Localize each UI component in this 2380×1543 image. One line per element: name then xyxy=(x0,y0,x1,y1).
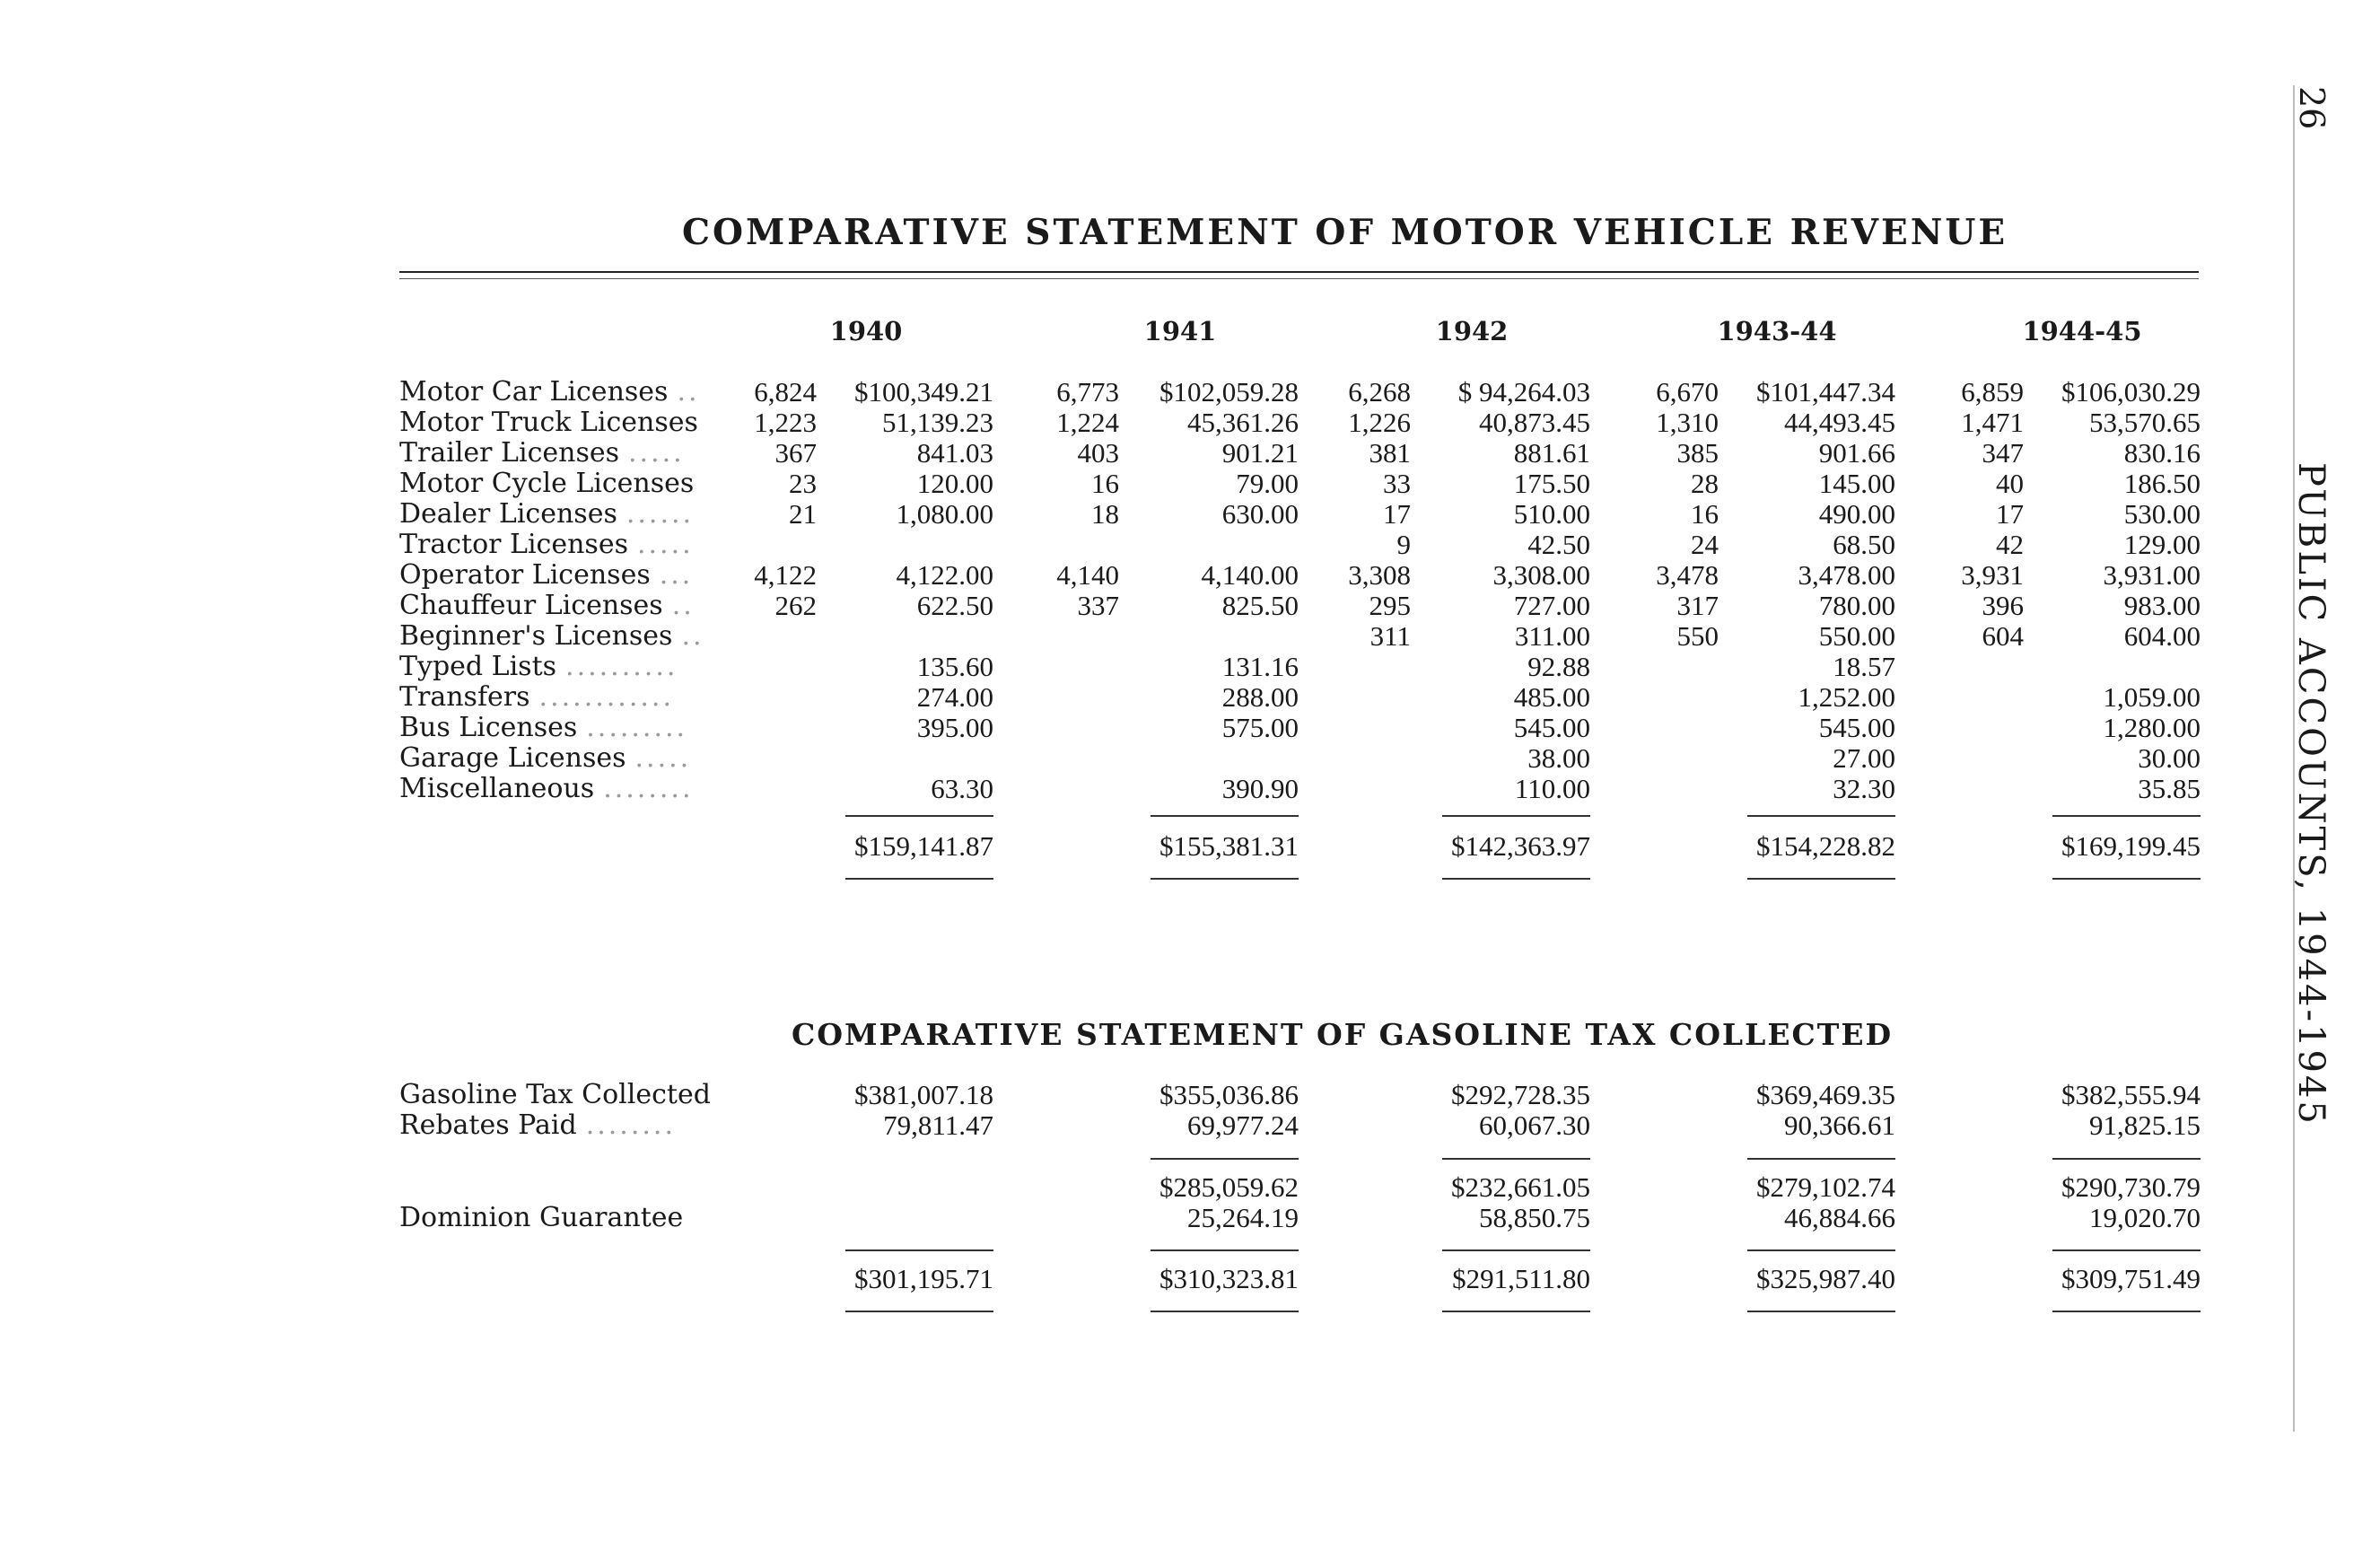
amount-cell: 841.03 xyxy=(916,437,993,469)
amount-cell: 510.00 xyxy=(1513,498,1590,530)
table-row xyxy=(0,1080,2380,1110)
amount-cell: 622.50 xyxy=(916,590,993,621)
total-rule xyxy=(1151,878,1299,880)
count-cell: 385 xyxy=(1676,437,1719,469)
amount-cell: 40,873.45 xyxy=(1479,407,1590,438)
count-cell: 1,310 xyxy=(1656,407,1719,438)
totals-row xyxy=(0,831,2380,862)
amount-cell: 129.00 xyxy=(2123,529,2201,560)
table-row xyxy=(0,591,2380,621)
total-cell: $142,363.97 xyxy=(1451,830,1590,862)
amount-cell: $381,007.18 xyxy=(854,1079,993,1110)
amount-cell: $382,555.94 xyxy=(2061,1079,2201,1110)
amount-cell: 186.50 xyxy=(2123,468,2201,499)
total-cell: $310,323.81 xyxy=(1159,1263,1299,1294)
row-label xyxy=(399,591,695,621)
count-cell: 9 xyxy=(1396,529,1411,560)
subtotal-rule xyxy=(1151,1158,1299,1160)
amount-cell: 53,570.65 xyxy=(2089,407,2201,438)
count-cell: 262 xyxy=(774,590,817,621)
total-rule xyxy=(845,878,993,880)
totals-row xyxy=(0,1264,2380,1294)
year-header-1942: 1942 xyxy=(1435,316,1509,346)
table-row xyxy=(0,408,2380,438)
row-label-text: Motor Car Licenses xyxy=(399,376,669,408)
amount-cell: 46,884.66 xyxy=(1784,1202,1895,1233)
table-row xyxy=(0,713,2380,743)
row-label-text: Gasoline Tax Collected xyxy=(399,1079,711,1110)
amount-cell: 575.00 xyxy=(1221,712,1299,743)
count-cell: 6,670 xyxy=(1656,376,1719,408)
subtotal-rule xyxy=(2052,1249,2201,1251)
row-label-text: Rebates Paid xyxy=(399,1109,577,1141)
row-label xyxy=(399,1080,711,1110)
row-label xyxy=(399,774,694,804)
total-cell: $325,987.40 xyxy=(1756,1263,1895,1294)
row-label-text: Operator Licenses xyxy=(399,559,651,591)
count-cell: 337 xyxy=(1077,590,1119,621)
count-cell: 311 xyxy=(1369,620,1411,652)
amount-cell: 390.90 xyxy=(1221,773,1299,804)
subtotal-rule xyxy=(1747,815,1895,817)
row-label-text: Garage Licenses xyxy=(399,742,626,774)
row-label-text: Chauffeur Licenses xyxy=(399,590,663,621)
amount-cell: 901.66 xyxy=(1818,437,1895,469)
table-row xyxy=(0,621,2380,652)
amount-cell: $101,447.34 xyxy=(1756,376,1895,408)
total-cell: $291,511.80 xyxy=(1452,1263,1590,1294)
count-cell: 3,931 xyxy=(1961,559,2024,591)
net-cell: $279,102.74 xyxy=(1756,1171,1895,1203)
year-header-1943-44: 1943-44 xyxy=(1717,316,1837,346)
total-cell: $155,381.31 xyxy=(1159,830,1299,862)
title-rule-top xyxy=(399,271,2199,273)
amount-cell: 1,280.00 xyxy=(2103,712,2201,743)
year-header-1944-45: 1944-45 xyxy=(2022,316,2142,346)
count-cell: 17 xyxy=(1383,498,1411,530)
amount-cell: 530.00 xyxy=(2123,498,2201,530)
subtotal-rule xyxy=(845,1249,993,1251)
count-cell: 403 xyxy=(1077,437,1119,469)
amount-cell: 983.00 xyxy=(2123,590,2201,621)
amount-cell: 288.00 xyxy=(1221,681,1299,713)
table-row xyxy=(0,530,2380,560)
row-label xyxy=(399,621,704,652)
amount-cell: 485.00 xyxy=(1513,681,1590,713)
table-row xyxy=(0,1110,2380,1141)
total-rule xyxy=(1442,878,1590,880)
amount-cell: 131.16 xyxy=(1221,651,1299,682)
amount-cell: $100,349.21 xyxy=(854,376,993,408)
amount-cell: 274.00 xyxy=(916,681,993,713)
count-cell: 18 xyxy=(1091,498,1119,530)
amount-cell: 830.16 xyxy=(2123,437,2201,469)
amount-cell: 110.00 xyxy=(1514,773,1590,804)
amount-cell: 395.00 xyxy=(916,712,993,743)
amount-cell: 38.00 xyxy=(1527,742,1590,774)
amount-cell: 1,252.00 xyxy=(1798,681,1895,713)
amount-cell: 91,825.15 xyxy=(2089,1109,2201,1141)
row-label xyxy=(399,377,700,408)
amount-cell: 25,264.19 xyxy=(1187,1202,1299,1233)
row-label xyxy=(399,713,687,743)
total-rule xyxy=(1747,1311,1895,1312)
total-cell: $154,228.82 xyxy=(1756,830,1895,862)
amount-cell: 3,478.00 xyxy=(1798,559,1895,591)
table-row xyxy=(0,499,2380,530)
count-cell: 40 xyxy=(1996,468,2024,499)
amount-cell: 27.00 xyxy=(1833,742,1895,774)
total-rule xyxy=(2052,1311,2201,1312)
row-label xyxy=(399,438,685,469)
amount-cell: 45,361.26 xyxy=(1187,407,1299,438)
amount-cell: 311.00 xyxy=(1514,620,1590,652)
count-cell: 3,308 xyxy=(1348,559,1411,591)
amount-cell: 4,140.00 xyxy=(1201,559,1299,591)
row-label-text: Dealer Licenses xyxy=(399,498,617,530)
amount-cell: 35.85 xyxy=(2138,773,2201,804)
amount-cell: 545.00 xyxy=(1513,712,1590,743)
amount-cell: 90,366.61 xyxy=(1784,1109,1895,1141)
count-cell: 381 xyxy=(1369,437,1411,469)
total-rule xyxy=(845,1311,993,1312)
amount-cell: $355,036.86 xyxy=(1159,1079,1299,1110)
row-label xyxy=(399,743,691,774)
table-row xyxy=(0,652,2380,682)
count-cell: 6,773 xyxy=(1056,376,1119,408)
net-cell: $285,059.62 xyxy=(1159,1171,1299,1203)
motor-revenue-title: COMPARATIVE STATEMENT OF MOTOR VEHICLE REVENUE xyxy=(682,212,2008,253)
count-cell: 6,824 xyxy=(754,376,817,408)
count-cell: 21 xyxy=(789,498,817,530)
amount-cell: 145.00 xyxy=(1818,468,1895,499)
count-cell: 42 xyxy=(1996,529,2024,560)
row-label xyxy=(399,408,698,438)
leader-dots: ........ xyxy=(585,1109,676,1141)
amount-cell: 3,308.00 xyxy=(1492,559,1590,591)
leader-dots: ........ xyxy=(603,773,694,804)
net-cell: $290,730.79 xyxy=(2061,1171,2201,1203)
amount-cell: 32.30 xyxy=(1833,773,1895,804)
count-cell: 3,478 xyxy=(1656,559,1719,591)
count-cell: 1,226 xyxy=(1348,407,1411,438)
count-cell: 317 xyxy=(1676,590,1719,621)
row-label-text: Bus Licenses xyxy=(399,712,578,743)
amount-cell: 19,020.70 xyxy=(2089,1202,2201,1233)
leader-dots: .. xyxy=(677,376,700,408)
subtotal-rule xyxy=(1442,1249,1590,1251)
total-cell: $301,195.71 xyxy=(854,1263,993,1294)
subtotal-rule xyxy=(1151,815,1299,817)
table-row xyxy=(0,438,2380,469)
row-label-text: Trailer Licenses xyxy=(399,437,619,469)
count-cell: 347 xyxy=(1982,437,2024,469)
count-cell: 17 xyxy=(1996,498,2024,530)
amount-cell: 545.00 xyxy=(1818,712,1895,743)
count-cell: 23 xyxy=(789,468,817,499)
amount-cell: 18.57 xyxy=(1833,651,1895,682)
count-cell: 396 xyxy=(1982,590,2024,621)
leader-dots: ..... xyxy=(636,529,694,560)
subtotal-rule xyxy=(1747,1158,1895,1160)
dominion-row xyxy=(0,1203,2380,1233)
table-row xyxy=(0,377,2380,408)
row-label xyxy=(399,1203,683,1233)
amount-cell: $369,469.35 xyxy=(1756,1079,1895,1110)
amount-cell: 175.50 xyxy=(1513,468,1590,499)
count-cell: 33 xyxy=(1383,468,1411,499)
count-cell: 16 xyxy=(1091,468,1119,499)
total-rule xyxy=(1442,1311,1590,1312)
amount-cell: 58,850.75 xyxy=(1479,1202,1590,1233)
amount-cell: 825.50 xyxy=(1221,590,1299,621)
gasoline-tax-title: COMPARATIVE STATEMENT OF GASOLINE TAX COLLECTED xyxy=(792,1017,1894,1052)
subtotal-rule xyxy=(2052,815,2201,817)
amount-cell: $102,059.28 xyxy=(1159,376,1299,408)
amount-cell: 79,811.47 xyxy=(883,1109,993,1141)
row-label xyxy=(399,652,678,682)
leader-dots: .. xyxy=(681,620,704,652)
table-row xyxy=(0,682,2380,713)
leader-dots: ..... xyxy=(628,437,685,469)
table-row xyxy=(0,774,2380,804)
total-cell: $169,199.45 xyxy=(2061,830,2201,862)
amount-cell: 3,931.00 xyxy=(2103,559,2201,591)
count-cell: 24 xyxy=(1691,529,1719,560)
amount-cell: 135.60 xyxy=(916,651,993,682)
amount-cell: 604.00 xyxy=(2123,620,2201,652)
amount-cell: 550.00 xyxy=(1818,620,1895,652)
leader-dots: ............ xyxy=(538,681,674,713)
count-cell: 550 xyxy=(1676,620,1719,652)
subtotal-rule xyxy=(1151,1249,1299,1251)
amount-cell: 92.88 xyxy=(1527,651,1590,682)
amount-cell: $106,030.29 xyxy=(2061,376,2201,408)
count-cell: 295 xyxy=(1369,590,1411,621)
row-label xyxy=(399,682,674,713)
table-row xyxy=(0,743,2380,774)
row-label-text: Motor Cycle Licenses xyxy=(399,468,695,499)
amount-cell: 63.30 xyxy=(931,773,993,804)
total-rule xyxy=(1747,878,1895,880)
amount-cell: 51,139.23 xyxy=(882,407,993,438)
total-cell: $159,141.87 xyxy=(854,830,993,862)
row-label-text: Miscellaneous xyxy=(399,773,595,804)
row-label-text: Dominion Guarantee xyxy=(399,1202,684,1233)
row-label xyxy=(399,499,694,530)
count-cell: 16 xyxy=(1691,498,1719,530)
amount-cell: 490.00 xyxy=(1818,498,1895,530)
count-cell: 1,223 xyxy=(754,407,817,438)
year-header-1940: 1940 xyxy=(829,316,903,346)
subtotal-rule xyxy=(2052,1158,2201,1160)
year-header-1941: 1941 xyxy=(1143,316,1217,346)
amount-cell: 630.00 xyxy=(1221,498,1299,530)
table-row xyxy=(0,560,2380,591)
count-cell: 1,224 xyxy=(1056,407,1119,438)
total-rule xyxy=(2052,878,2201,880)
page-number: 26 xyxy=(2292,86,2332,130)
amount-cell: 69,977.24 xyxy=(1187,1109,1299,1141)
net-row xyxy=(0,1172,2380,1203)
subtotal-rule xyxy=(1442,815,1590,817)
count-cell: 4,122 xyxy=(754,559,817,591)
total-rule xyxy=(1151,1311,1299,1312)
running-head: PUBLIC ACCOUNTS, 1944-1945 xyxy=(2290,462,2332,1127)
amount-cell: 727.00 xyxy=(1513,590,1590,621)
leader-dots: ... xyxy=(659,559,694,591)
amount-cell: 4,122.00 xyxy=(896,559,993,591)
row-label-text: Beginner's Licenses xyxy=(399,620,673,652)
amount-cell: 1,080.00 xyxy=(896,498,993,530)
amount-cell: 68.50 xyxy=(1833,529,1895,560)
subtotal-rule xyxy=(845,815,993,817)
leader-dots: ..... xyxy=(634,742,692,774)
row-label xyxy=(399,530,694,560)
amount-cell: 780.00 xyxy=(1818,590,1895,621)
count-cell: 367 xyxy=(774,437,817,469)
amount-cell: 881.61 xyxy=(1513,437,1590,469)
amount-cell: $292,728.35 xyxy=(1451,1079,1590,1110)
title-rule-bottom xyxy=(399,278,2199,279)
net-cell: $232,661.05 xyxy=(1451,1171,1590,1203)
row-label-text: Typed Lists xyxy=(399,651,557,682)
total-cell: $309,751.49 xyxy=(2061,1263,2201,1294)
count-cell: 6,859 xyxy=(1961,376,2024,408)
table-row xyxy=(0,469,2380,499)
row-label xyxy=(399,1110,676,1141)
leader-dots: .. xyxy=(671,590,695,621)
subtotal-rule xyxy=(1747,1249,1895,1251)
amount-cell: 44,493.45 xyxy=(1784,407,1895,438)
amount-cell: 30.00 xyxy=(2138,742,2201,774)
amount-cell: 120.00 xyxy=(916,468,993,499)
leader-dots: ...... xyxy=(626,498,695,530)
amount-cell: 901.21 xyxy=(1221,437,1299,469)
amount-cell: 1,059.00 xyxy=(2103,681,2201,713)
amount-cell: $ 94,264.03 xyxy=(1457,376,1590,408)
amount-cell: 60,067.30 xyxy=(1479,1109,1590,1141)
count-cell: 6,268 xyxy=(1348,376,1411,408)
count-cell: 4,140 xyxy=(1056,559,1119,591)
row-label-text: Motor Truck Licenses xyxy=(399,407,698,438)
amount-cell: 79.00 xyxy=(1236,468,1299,499)
leader-dots: .......... xyxy=(565,651,678,682)
subtotal-rule xyxy=(1442,1158,1590,1160)
count-cell: 604 xyxy=(1982,620,2024,652)
row-label xyxy=(399,469,694,499)
row-label-text: Tractor Licenses xyxy=(399,529,628,560)
leader-dots: ......... xyxy=(586,712,688,743)
amount-cell: 42.50 xyxy=(1527,529,1590,560)
row-label-text: Transfers xyxy=(399,681,530,713)
count-cell: 28 xyxy=(1691,468,1719,499)
count-cell: 1,471 xyxy=(1961,407,2024,438)
row-label xyxy=(399,560,693,591)
